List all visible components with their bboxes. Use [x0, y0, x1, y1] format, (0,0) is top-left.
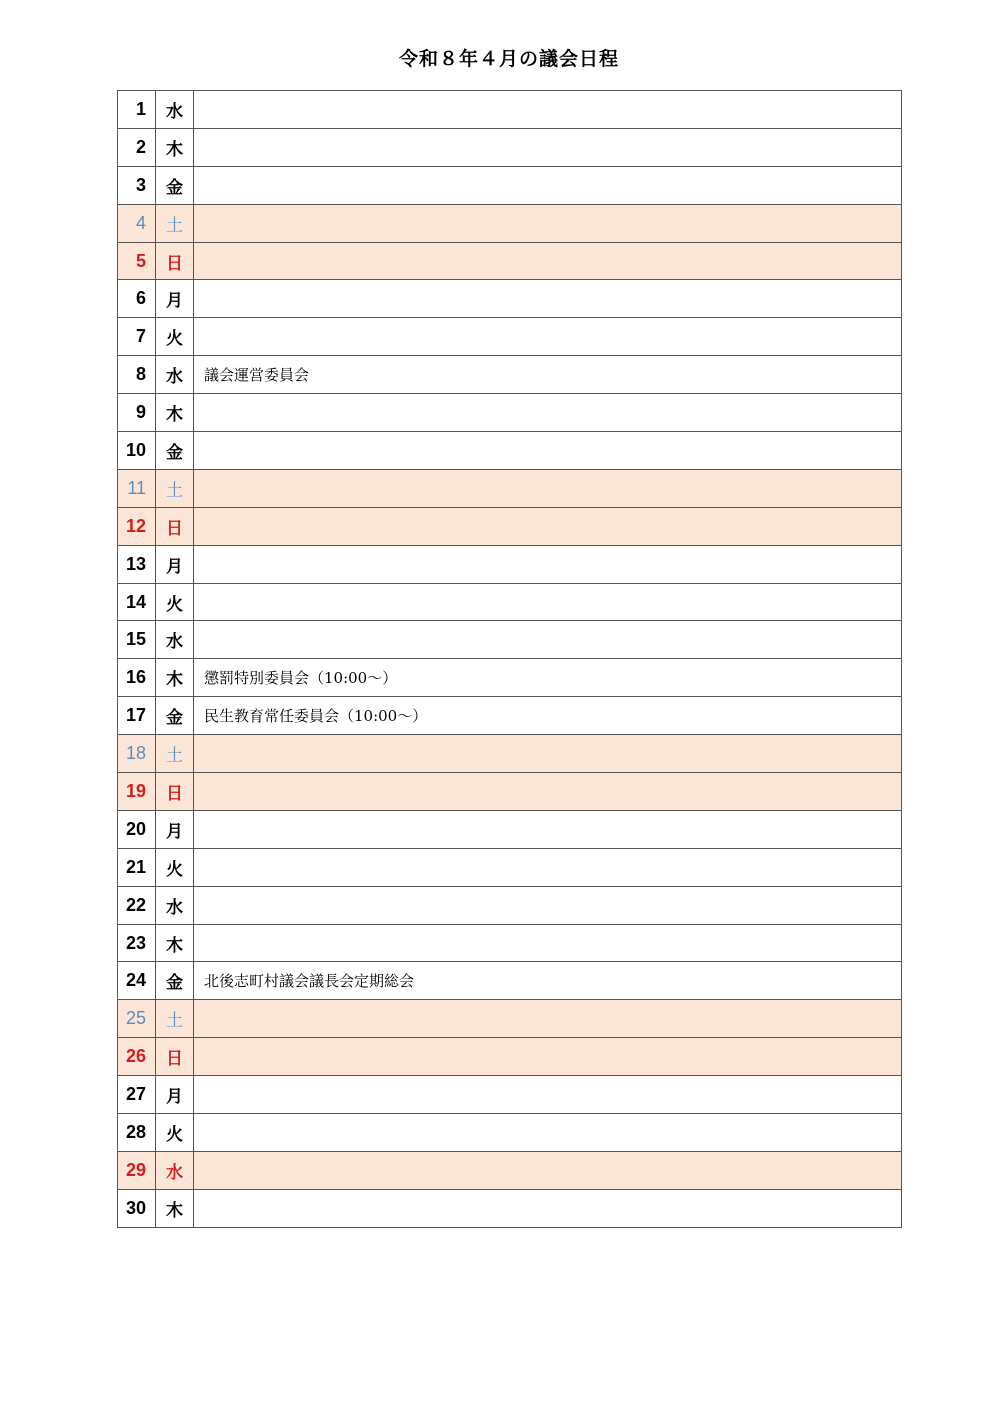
event-cell [194, 394, 902, 432]
day-of-week: 月 [156, 810, 194, 848]
day-number: 13 [118, 545, 156, 583]
table-row [118, 962, 902, 1000]
event-cell [194, 280, 902, 318]
day-number: 6 [118, 280, 156, 318]
event-cell [194, 128, 902, 166]
table-row [118, 848, 902, 886]
event-cell [194, 848, 902, 886]
day-number: 27 [118, 1076, 156, 1114]
event-cell [194, 621, 902, 659]
schedule-body [118, 91, 902, 1228]
day-number: 16 [118, 659, 156, 697]
day-number: 10 [118, 432, 156, 470]
event-cell [194, 1189, 902, 1227]
event-cell: 北後志町村議会議長会定期総会 [194, 962, 902, 1000]
day-of-week: 土 [156, 469, 194, 507]
day-of-week: 水 [156, 356, 194, 394]
day-of-week: 土 [156, 204, 194, 242]
table-row [118, 318, 902, 356]
day-of-week: 木 [156, 924, 194, 962]
day-of-week: 日 [156, 507, 194, 545]
day-of-week: 水 [156, 886, 194, 924]
day-of-week: 金 [156, 432, 194, 470]
day-number: 21 [118, 848, 156, 886]
schedule-table [117, 90, 902, 1228]
event-cell [194, 773, 902, 811]
event-cell [194, 204, 902, 242]
table-row [118, 735, 902, 773]
event-cell [194, 166, 902, 204]
table-row [118, 166, 902, 204]
event-cell [194, 91, 902, 129]
event-cell [194, 810, 902, 848]
table-row [118, 924, 902, 962]
day-of-week: 土 [156, 735, 194, 773]
day-of-week: 日 [156, 773, 194, 811]
event-cell [194, 1076, 902, 1114]
event-cell [194, 886, 902, 924]
day-number: 15 [118, 621, 156, 659]
table-row [118, 91, 902, 129]
day-number: 25 [118, 1000, 156, 1038]
table-row [118, 545, 902, 583]
table-row [118, 886, 902, 924]
day-number: 19 [118, 773, 156, 811]
day-number: 14 [118, 583, 156, 621]
event-cell [194, 735, 902, 773]
day-number: 1 [118, 91, 156, 129]
day-of-week: 金 [156, 166, 194, 204]
event-cell [194, 318, 902, 356]
day-of-week: 土 [156, 1000, 194, 1038]
table-row [118, 697, 902, 735]
day-of-week: 金 [156, 962, 194, 1000]
day-of-week: 木 [156, 1189, 194, 1227]
table-row [118, 242, 902, 280]
table-row [118, 128, 902, 166]
event-cell [194, 545, 902, 583]
day-number: 26 [118, 1038, 156, 1076]
table-row [118, 773, 902, 811]
event-cell [194, 1000, 902, 1038]
day-number: 2 [118, 128, 156, 166]
table-row [118, 356, 902, 394]
day-of-week: 木 [156, 128, 194, 166]
day-number: 4 [118, 204, 156, 242]
day-number: 5 [118, 242, 156, 280]
table-row [118, 1151, 902, 1189]
day-of-week: 木 [156, 659, 194, 697]
day-of-week: 火 [156, 848, 194, 886]
page-title: 令和８年４月の議会日程 [398, 48, 619, 70]
day-of-week: 火 [156, 583, 194, 621]
day-of-week: 月 [156, 545, 194, 583]
table-row [118, 583, 902, 621]
event-cell [194, 1114, 902, 1152]
day-number: 17 [118, 697, 156, 735]
day-number: 30 [118, 1189, 156, 1227]
day-number: 20 [118, 810, 156, 848]
day-number: 12 [118, 507, 156, 545]
table-row [118, 1076, 902, 1114]
day-number: 28 [118, 1114, 156, 1152]
event-cell [194, 1038, 902, 1076]
day-number: 24 [118, 962, 156, 1000]
event-cell [194, 469, 902, 507]
day-of-week: 火 [156, 318, 194, 356]
table-row [118, 659, 902, 697]
day-number: 8 [118, 356, 156, 394]
day-of-week: 水 [156, 91, 194, 129]
day-number: 11 [118, 469, 156, 507]
table-row [118, 507, 902, 545]
event-cell [194, 924, 902, 962]
event-cell [194, 432, 902, 470]
event-cell [194, 507, 902, 545]
day-of-week: 日 [156, 1038, 194, 1076]
event-cell [194, 242, 902, 280]
day-number: 3 [118, 166, 156, 204]
day-of-week: 月 [156, 1076, 194, 1114]
day-number: 9 [118, 394, 156, 432]
day-number: 22 [118, 886, 156, 924]
day-number: 7 [118, 318, 156, 356]
day-of-week: 月 [156, 280, 194, 318]
table-row [118, 1114, 902, 1152]
event-cell: 議会運営委員会 [194, 356, 902, 394]
day-of-week: 金 [156, 697, 194, 735]
event-cell [194, 1151, 902, 1189]
event-cell: 民生教育常任委員会（10:00～） [194, 697, 902, 735]
day-of-week: 日 [156, 242, 194, 280]
day-of-week: 火 [156, 1114, 194, 1152]
event-cell [194, 583, 902, 621]
table-row [118, 1189, 902, 1227]
table-row [118, 621, 902, 659]
day-of-week: 水 [156, 1151, 194, 1189]
day-of-week: 水 [156, 621, 194, 659]
day-number: 23 [118, 924, 156, 962]
table-row [118, 394, 902, 432]
day-number: 18 [118, 735, 156, 773]
table-row [118, 810, 902, 848]
table-row [118, 204, 902, 242]
table-row [118, 280, 902, 318]
table-row [118, 1000, 902, 1038]
table-row [118, 1038, 902, 1076]
table-row [118, 432, 902, 470]
day-number: 29 [118, 1151, 156, 1189]
day-of-week: 木 [156, 394, 194, 432]
table-row [118, 469, 902, 507]
event-cell: 懲罰特別委員会（10:00～） [194, 659, 902, 697]
